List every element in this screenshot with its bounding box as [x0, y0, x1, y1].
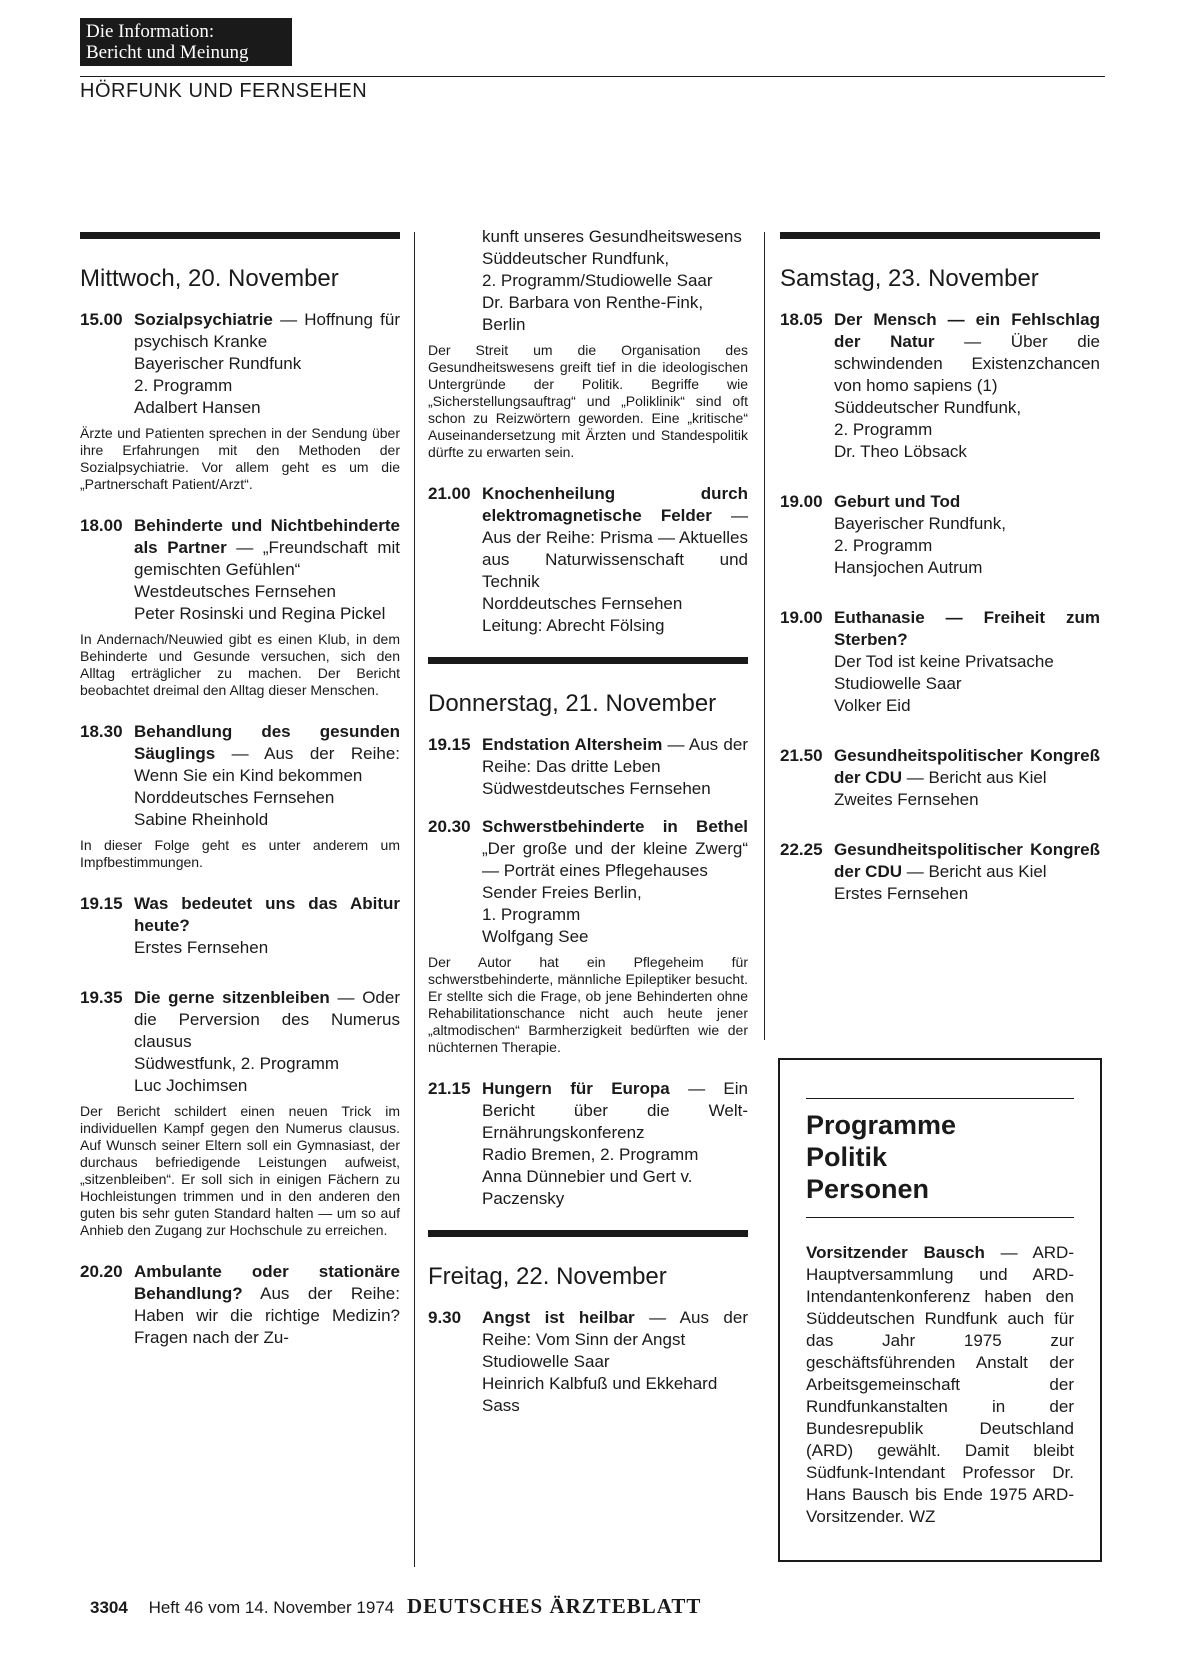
spacer: [780, 723, 1100, 745]
program-station: Südwestdeutsches Fernsehen: [482, 779, 711, 798]
day-heading: Mittwoch, 20. November: [80, 265, 339, 292]
program-station: Norddeutsches Fernsehen: [134, 788, 335, 807]
program-subtitle: — Bericht aus Kiel: [902, 768, 1047, 787]
program-author: Dr. Barbara von Renthe-Fink, Berlin: [482, 293, 704, 334]
program-subtitle: Der Tod ist keine Privatsache: [834, 652, 1054, 671]
program-description: In dieser Folge geht es unter anderem um Impfbestimmungen.: [80, 837, 400, 870]
program-channel: 1. Programm: [482, 905, 581, 924]
program-station: Radio Bremen, 2. Programm: [482, 1145, 699, 1164]
column-2: [428, 227, 748, 1423]
box-article-lead: Vorsitzender Bausch: [806, 1243, 985, 1262]
program-subtitle: kunft unseres Gesundheitswesens: [482, 227, 742, 246]
spacer: [80, 965, 400, 987]
page-footer: [90, 1594, 701, 1619]
program-subtitle: — Bericht aus Kiel: [902, 862, 1047, 881]
program-station: Norddeutsches Fernsehen: [482, 594, 683, 613]
program-time: 9.30: [428, 1308, 462, 1327]
spacer: [780, 817, 1100, 839]
program-title: Geburt und Tod: [834, 492, 961, 511]
program-channel: 2. Programm: [834, 420, 933, 439]
program-entry: [80, 721, 400, 831]
program-station: Bayerischer Rundfunk,: [834, 514, 1006, 533]
program-entry: [80, 309, 400, 419]
program-time: 15.00: [80, 310, 123, 329]
program-station: Bayerischer Rundfunk: [134, 354, 302, 373]
program-author: Anna Dünnebier und Gert v. Paczensky: [482, 1167, 693, 1208]
program-subtitle: — Aus der Reihe: Wenn Sie ein Kind bekommen: [134, 744, 400, 785]
spacer: [428, 1216, 748, 1230]
program-author: Sabine Rheinhold: [134, 810, 269, 829]
day-rule: [80, 232, 400, 239]
program-station: Studiowelle Saar: [834, 674, 962, 693]
program-time: 19.00: [780, 608, 823, 627]
program-description: Der Autor hat ein Pflegeheim für schwerstbehinderte, männliche Epileptiker besucht. Er stellte sich die Frage, ob jene Behinderten ohne Rehabilitationschance nicht auch heute jener „altmodischen“ Barmherzigkeit bedürften wie der nüchternen Therapie.: [428, 954, 748, 1055]
program-subtitle: — Oder die Perversion des Numerus clausus: [134, 988, 400, 1051]
spacer: [428, 643, 748, 657]
program-channel: 2. Programm/Studiowelle Saar: [482, 271, 713, 290]
program-channel: 2. Programm: [134, 376, 233, 395]
program-time: 19.00: [780, 492, 823, 511]
program-time: 18.00: [80, 516, 123, 535]
program-station: Sender Freies Berlin,: [482, 883, 642, 902]
programme-politik-personen-box: [778, 1058, 1102, 1562]
program-description: Der Streit um die Organisation des Gesundheitswesens greift tief in die ideologischen Untergründe der Politik. Begriffe wie „Sicherstellungsauftrag“ und „Poliklinik“ sind oft schon zu Reizwörtern geworden. Eine „kritische“ Auseinandersetzung mit Ärzten und Standespolitik dürfte zu erwarten sein.: [428, 342, 748, 460]
box-heading-line-1: Programme: [806, 1110, 957, 1140]
program-author: Adalbert Hansen: [134, 398, 261, 417]
program-entry: [780, 309, 1100, 463]
program-entry: [780, 607, 1100, 717]
program-title: Behandlung des gesunden Säuglings: [134, 722, 400, 763]
program-author: Hansjochen Autrum: [834, 558, 983, 577]
column-3: [780, 232, 1100, 911]
program-subtitle: — Aus der Reihe: Prisma — Aktuelles aus Naturwissenschaft und Technik: [482, 506, 748, 591]
program-title: Ambulante oder stationäre Behandlung?: [134, 1262, 400, 1303]
program-entry: [428, 1078, 748, 1210]
program-title: Angst ist heilbar: [482, 1308, 635, 1327]
program-title: Knochenheilung durch elektromagnetische Felder: [482, 484, 748, 525]
program-station: Süddeutscher Rundfunk,: [482, 249, 670, 268]
program-station: Studiowelle Saar: [482, 1352, 610, 1371]
program-subtitle: — Über die schwindenden Existenzchancen von homo sapiens (1): [834, 332, 1100, 395]
program-author: Wolfgang See: [482, 927, 589, 946]
program-author: Leitung: Abrecht Fölsing: [482, 616, 665, 635]
program-title: Behinderte und Nichtbehinderte als Partner: [134, 516, 400, 557]
program-entry: [80, 1261, 400, 1349]
program-time: 19.15: [80, 894, 123, 913]
program-station: Süddeutscher Rundfunk,: [834, 398, 1022, 417]
box-rule-top: [806, 1098, 1074, 1099]
program-station: Westdeutsches Fernsehen: [134, 582, 336, 601]
program-time: 18.05: [780, 310, 823, 329]
program-entry: [780, 745, 1100, 811]
day-heading: Donnerstag, 21. November: [428, 690, 717, 717]
program-title: Die gerne sitzenbleiben: [134, 988, 330, 1007]
program-station: Zweites Fernsehen: [834, 790, 979, 809]
program-title: Hungern für Europa: [482, 1079, 670, 1098]
column-divider-1: [414, 232, 415, 1567]
program-description: Ärzte und Patienten sprechen in der Sendung über ihre Erfahrungen mit den Methoden der Sozialpsychiatrie. Vor allem geht es um die „Partnerschaft Patient/Arzt“.: [80, 425, 400, 492]
day-heading: Samstag, 23. November: [780, 265, 1039, 292]
column-1: [80, 232, 400, 1355]
program-entry: [428, 483, 748, 637]
program-entry: [780, 491, 1100, 579]
badge-line-1: Die Information:: [86, 21, 215, 42]
program-station: Südwestfunk, 2. Programm: [134, 1054, 340, 1073]
program-title: Sozialpsychiatrie: [134, 310, 273, 329]
box-heading: [806, 1109, 1074, 1205]
spacer: [428, 806, 748, 816]
spacer: [780, 469, 1100, 491]
spacer: [780, 585, 1100, 607]
program-entry: [428, 734, 748, 800]
column-divider-2: [764, 232, 765, 1040]
day-heading: Freitag, 22. November: [428, 1263, 667, 1290]
program-time: 20.30: [428, 817, 471, 836]
program-time: 21.50: [780, 746, 823, 765]
program-subtitle: — Aus der Reihe: Vom Sinn der Angst: [482, 1308, 748, 1349]
program-time: 19.35: [80, 988, 123, 1007]
section-title: HÖRFUNK UND FERNSEHEN: [80, 80, 368, 102]
program-time: 22.25: [780, 840, 823, 859]
day-rule: [780, 232, 1100, 239]
page-number: 3304: [90, 1598, 128, 1617]
badge-line-2: Bericht und Meinung: [86, 42, 249, 63]
header-rule: [80, 76, 1105, 77]
box-article: [806, 1242, 1074, 1528]
box-heading-line-3: Personen: [806, 1174, 930, 1204]
program-station: Erstes Fernsehen: [134, 938, 269, 957]
program-subtitle: „Der große und der kleine Zwerg“ — Porträt eines Pflegehauses: [482, 839, 748, 880]
program-entry-continued: [428, 226, 748, 336]
box-rule-bottom: [806, 1217, 1074, 1218]
program-title: Endstation Altersheim: [482, 735, 663, 754]
program-time: 21.00: [428, 484, 471, 503]
program-subtitle: — „Freundschaft mit gemischten Gefühlen“: [134, 538, 400, 579]
program-entry: [80, 893, 400, 959]
program-author: Peter Rosinski und Regina Pickel: [134, 604, 386, 623]
program-time: 18.30: [80, 722, 123, 741]
program-title: Gesundheitspolitischer Kongreß der CDU: [834, 840, 1100, 881]
day-rule: [428, 657, 748, 664]
box-heading-line-2: Politik: [806, 1142, 888, 1172]
program-entry: [80, 987, 400, 1097]
program-title: Was bedeutet uns das Abitur heute?: [134, 894, 400, 935]
program-time: 21.15: [428, 1079, 471, 1098]
program-subtitle: — Aus der Reihe: Das dritte Leben: [482, 735, 748, 776]
program-description: Der Bericht schildert einen neuen Trick im individuellen Kampf gegen den Numerus clausus. Auf Wunsch seiner Eltern soll ein Gymnasiast, der durchaus befriedigende Leistungen aufweist, „sitzenbleiben“. Er soll sich in einigen Fächern zu Hochleistungen trimmen und in den anderen den guten bis sehr guten Standard halten — um so auf Anhieb den Zugang zur Hochschule zu erreichen.: [80, 1103, 400, 1238]
program-author: Heinrich Kalbfuß und Ekkehard Sass: [482, 1374, 718, 1415]
program-station: Erstes Fernsehen: [834, 884, 969, 903]
header-badge: [80, 18, 292, 66]
program-time: 19.15: [428, 735, 471, 754]
program-entry: [80, 515, 400, 625]
program-author: Luc Jochimsen: [134, 1076, 248, 1095]
program-author: Dr. Theo Löbsack: [834, 442, 967, 461]
program-author: Volker Eid: [834, 696, 911, 715]
program-title: Der Mensch — ein Fehlschlag der Natur: [834, 310, 1100, 351]
magazine-name: DEUTSCHES ÄRZTEBLATT: [406, 1594, 702, 1618]
program-subtitle: Aus der Reihe: Haben wir die richtige Medizin? Fragen nach der Zu-: [134, 1284, 400, 1347]
program-subtitle: — Hoffnung für psychisch Kranke: [134, 310, 400, 351]
program-title: Euthanasie — Freiheit zum Sterben?: [834, 608, 1100, 649]
program-description: In Andernach/Neuwied gibt es einen Klub, in dem Behinderte und Gesunde versuchen, sich den Alltag erträglicher zu machen. Der Bericht beobachtet dreimal den Alltag dieser Menschen.: [80, 631, 400, 698]
issue-info: Heft 46 vom 14. November 1974: [148, 1598, 395, 1617]
program-entry: [780, 839, 1100, 905]
program-channel: 2. Programm: [834, 536, 933, 555]
box-article-body: — ARD-Hauptversammlung und ARD-Intendantenkonferenz haben den Süddeutschen Rundfunk auch für das Jahr 1975 zur geschäftsführenden Anstalt der Arbeitsgemeinschaft der Rundfunkanstalten in der Bundesrepublik Deutschland (ARD) gewählt. Damit bleibt Südfunk-Intendant Professor Dr. Hans Bausch bis Ende 1975 ARD-Vorsitzender. WZ: [806, 1243, 1074, 1526]
program-time: 20.20: [80, 1262, 123, 1281]
program-title: Gesundheitspolitischer Kongreß der CDU: [834, 746, 1100, 787]
program-title: Schwerstbehinderte in Bethel: [482, 817, 748, 836]
program-entry: [428, 1307, 748, 1417]
program-subtitle: — Ein Bericht über die Welt-Ernährungskonferenz: [482, 1079, 748, 1142]
program-entry: [428, 816, 748, 948]
day-rule: [428, 1230, 748, 1237]
